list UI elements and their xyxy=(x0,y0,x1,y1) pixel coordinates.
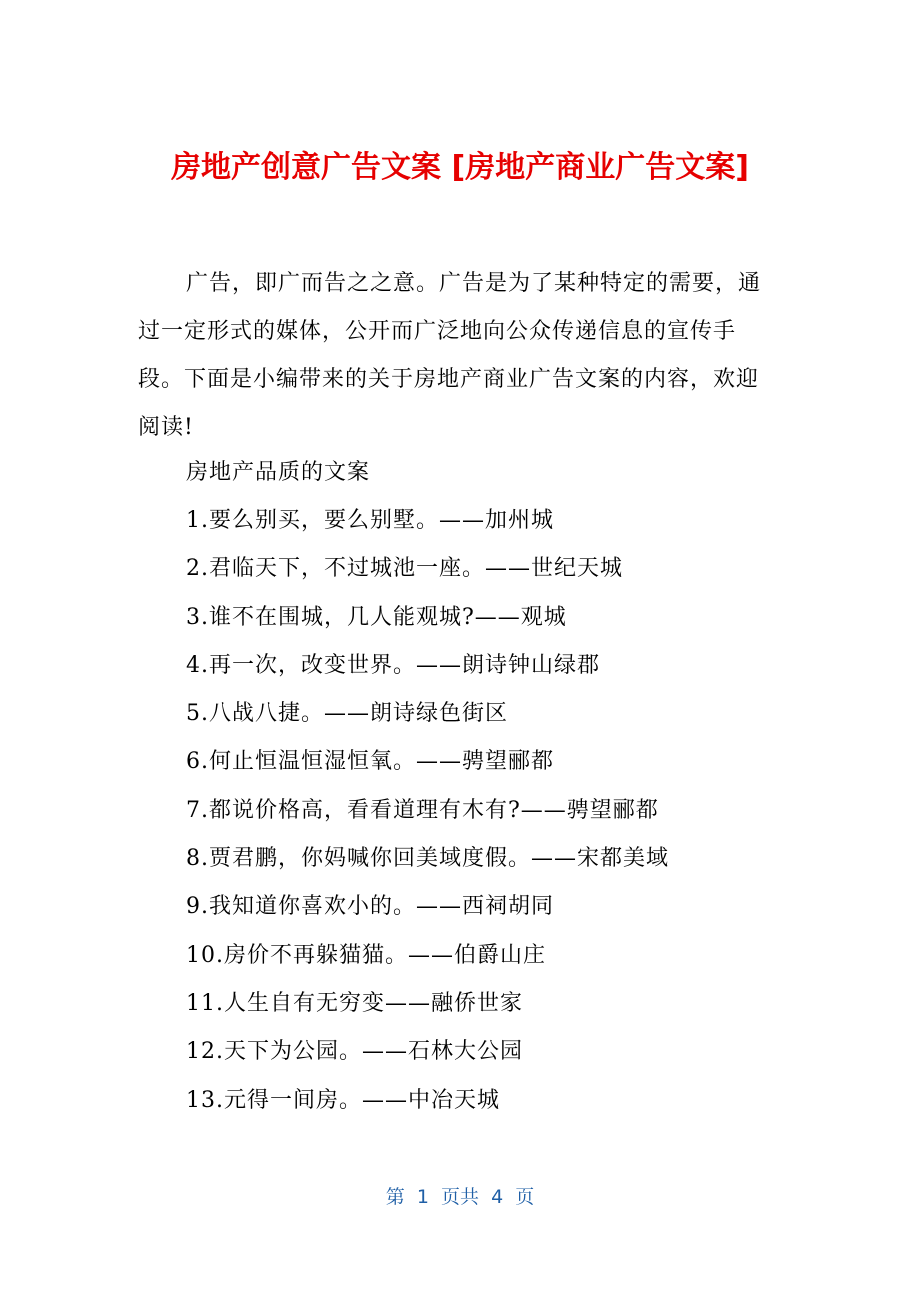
list-item: 4.再一次，改变世界。——朗诗钟山绿郡 xyxy=(186,652,600,678)
page-number-footer: 第 1 页共 4 页 xyxy=(385,1186,535,1208)
list-item: 13.元得一间房。——中冶天城 xyxy=(186,1087,500,1113)
section-heading: 房地产品质的文案 xyxy=(186,460,371,485)
document-title: 房地产创意广告文案 [房地产商业广告文案] xyxy=(171,150,749,185)
list-item: 10.房价不再躲猫猫。——伯爵山庄 xyxy=(186,942,546,968)
list-item: 6.何止恒温恒湿恒氧。——骋望郦都 xyxy=(186,749,554,775)
list-item: 3.谁不在围城，几人能观城?——观城 xyxy=(186,604,567,630)
intro-paragraph: 广告，即广而告之之意。广告是为了某种特定的需要，通过一定形式的媒体，公开而广泛地向公众传递信息的宣传手段。下面是小编带来的关于房地产商业广告文案的内容，欢迎阅读! xyxy=(138,271,762,440)
slogan-list xyxy=(186,497,669,1125)
list-item: 9.我知道你喜欢小的。——西祠胡同 xyxy=(186,894,554,920)
list-item: 5.八战八捷。——朗诗绿色街区 xyxy=(186,701,508,727)
list-item: 11.人生自有无穷变——融侨世家 xyxy=(186,990,523,1016)
list-item: 8.贾君鹏，你妈喊你回美域度假。——宋都美域 xyxy=(186,846,669,872)
list-item: 2.君临天下，不过城池一座。——世纪天城 xyxy=(186,556,623,582)
list-item: 1.要么别买，要么别墅。——加州城 xyxy=(186,508,554,533)
list-item: 7.都说价格高，看看道理有木有?——骋望郦都 xyxy=(186,797,659,823)
list-item: 12.天下为公园。——石林大公园 xyxy=(186,1039,523,1065)
